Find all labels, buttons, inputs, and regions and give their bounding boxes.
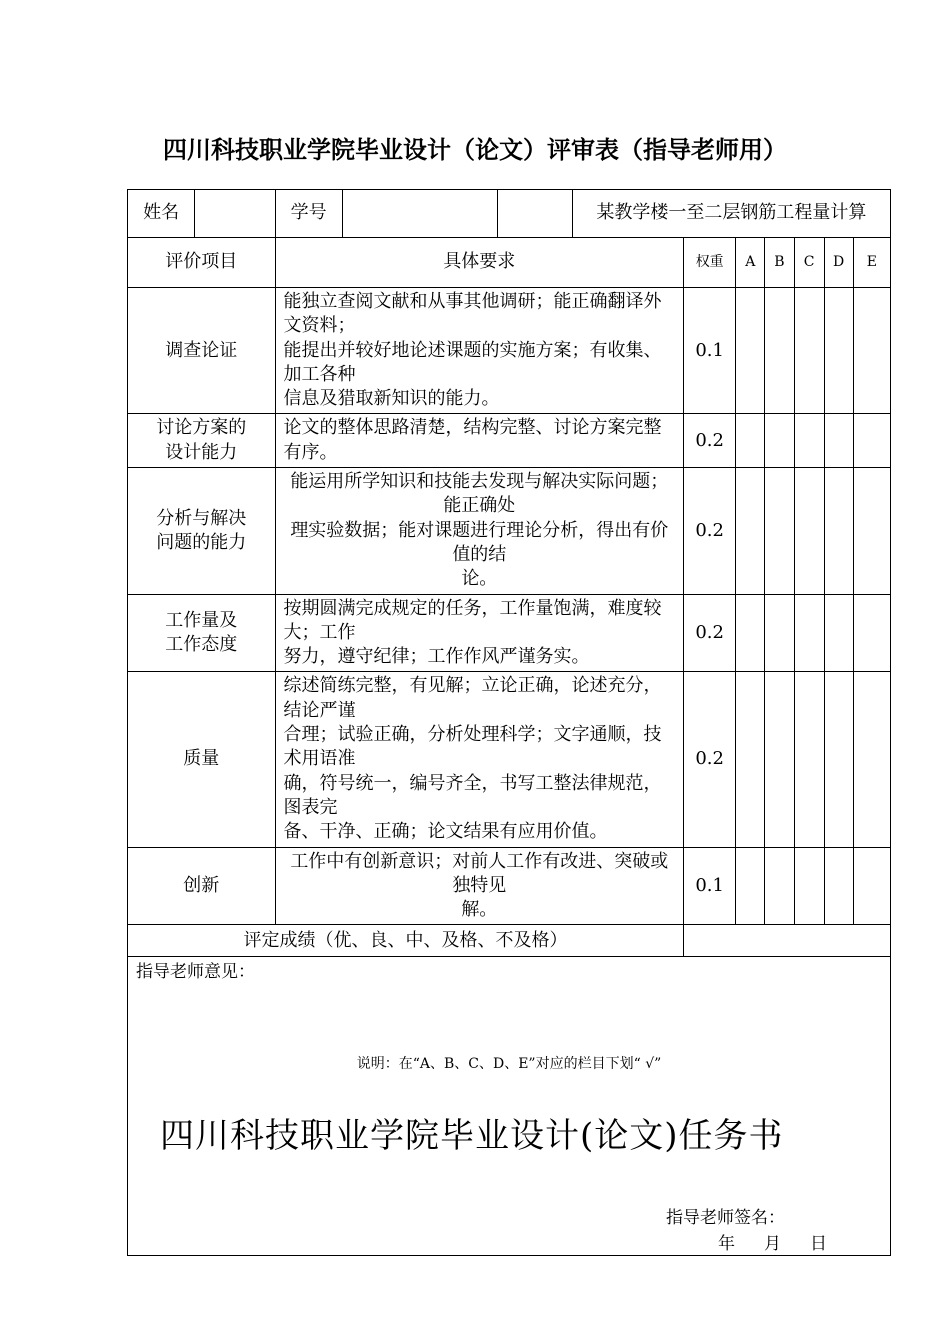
criteria-requirement (275, 288, 684, 414)
requirement-line: 综述简练完整，有见解；立论正确，论述充分，结论严谨 (283, 675, 662, 721)
requirement-line: 信息及猎取新知识的能力。 (283, 388, 500, 410)
grade-cell-b[interactable] (765, 414, 794, 468)
footnote: 说明：在“A、B、C、D、E”对应的栏目下划“ √” (356, 1056, 662, 1072)
criteria-item (128, 468, 276, 594)
criteria-weight: 0.1 (684, 847, 736, 925)
grade-result-field[interactable] (684, 925, 891, 957)
criteria-item-line: 工作态度 (165, 634, 238, 655)
grade-row (128, 925, 891, 957)
criteria-requirement (275, 414, 684, 468)
grade-label: 评定成绩（优、良、中、及格、不及格） (128, 925, 684, 957)
criteria-item-line: 讨论方案的 (156, 417, 247, 439)
criteria-item (128, 594, 276, 672)
header-grade-c: C (794, 238, 824, 288)
criteria-weight: 0.2 (684, 594, 736, 672)
requirement-line: 论。 (461, 568, 498, 590)
grade-cell-e[interactable] (853, 672, 890, 847)
grade-cell-a[interactable] (736, 672, 765, 847)
criteria-requirement (275, 468, 684, 594)
grade-cell-b[interactable] (765, 288, 794, 414)
requirement-line: 合理；试验正确，分析处理科学；文字通顺，技术用语准 (283, 724, 662, 770)
header-grade-e: E (853, 238, 890, 288)
comment-box[interactable] (128, 957, 891, 1256)
header-weight: 权重 (684, 238, 736, 288)
student-id-label: 学号 (275, 190, 342, 238)
criteria-item (128, 847, 276, 925)
header-requirement: 具体要求 (275, 238, 684, 288)
criteria-item-line: 问题的能力 (156, 531, 247, 553)
student-id-field[interactable] (342, 190, 498, 238)
grade-cell-c[interactable] (794, 414, 824, 468)
criteria-row (128, 468, 891, 594)
requirement-line: 努力，遵守纪律；工作作风严谨务实。 (283, 646, 590, 668)
criteria-weight: 0.2 (684, 672, 736, 847)
date-line (718, 1233, 856, 1256)
criteria-item-line: 调查论证 (165, 339, 238, 361)
grade-cell-c[interactable] (794, 672, 824, 847)
criteria-item-line: 工作量及 (165, 609, 238, 631)
requirement-line: 备、干净、正确；论文结果有应用价值。 (283, 821, 608, 843)
month-label: 月 (764, 1234, 781, 1255)
grade-cell-d[interactable] (824, 672, 853, 847)
grade-cell-e[interactable] (853, 594, 890, 672)
name-label: 姓名 (128, 190, 195, 238)
criteria-weight: 0.1 (684, 288, 736, 414)
header-grade-d: D (824, 238, 853, 288)
criteria-requirement (275, 672, 684, 847)
year-label: 年 (718, 1234, 735, 1255)
grade-cell-b[interactable] (765, 672, 794, 847)
criteria-item (128, 288, 276, 414)
header-item: 评价项目 (128, 238, 276, 288)
header-grade-a: A (736, 238, 765, 288)
criteria-item-line: 设计能力 (165, 441, 238, 463)
info-row (128, 190, 891, 238)
requirement-line: 论文的整体思路清楚，结构完整、讨论方案完整有序。 (283, 417, 662, 463)
requirement-line: 解。 (461, 899, 498, 921)
review-table (127, 189, 891, 1256)
criteria-item-line: 分析与解决 (156, 507, 247, 529)
grade-cell-c[interactable] (794, 468, 824, 594)
grade-cell-b[interactable] (765, 847, 794, 925)
criteria-requirement (275, 594, 684, 672)
grade-cell-a[interactable] (736, 288, 765, 414)
grade-cell-a[interactable] (736, 847, 765, 925)
grade-cell-d[interactable] (824, 468, 853, 594)
grade-cell-a[interactable] (736, 594, 765, 672)
criteria-item-line: 创新 (183, 874, 220, 896)
form-title: 四川科技职业学院毕业设计（论文）评审表（指导老师用） (163, 136, 787, 164)
project-title: 某教学楼一至二层钢筋工程量计算 (572, 190, 890, 238)
criteria-item-line: 质量 (183, 748, 220, 770)
criteria-requirement (275, 847, 684, 925)
comment-label: 指导老师意见： (136, 962, 255, 983)
grade-cell-e[interactable] (853, 468, 890, 594)
criteria-weight: 0.2 (684, 414, 736, 468)
requirement-line: 能提出并较好地论述课题的实施方案；有收集、加工各种 (283, 339, 662, 385)
requirement-line: 确，符号统一，编号齐全，书写工整法律规范，图表完 (283, 772, 662, 818)
requirement-line: 工作中有创新意识；对前人工作有改进、突破或独特见 (290, 850, 669, 896)
grade-cell-e[interactable] (853, 414, 890, 468)
requirement-line: 理实验数据；能对课题进行理论分析，得出有价值的结 (290, 519, 669, 565)
grade-cell-a[interactable] (736, 414, 765, 468)
grade-cell-e[interactable] (853, 288, 890, 414)
comment-row (128, 957, 891, 1256)
grade-cell-c[interactable] (794, 847, 824, 925)
grade-cell-c[interactable] (794, 288, 824, 414)
requirement-line: 能运用所学知识和技能去发现与解决实际问题；能正确处 (290, 471, 669, 517)
criteria-row (128, 847, 891, 925)
day-label: 日 (810, 1234, 827, 1255)
grade-cell-d[interactable] (824, 288, 853, 414)
criteria-row (128, 414, 891, 468)
criteria-item (128, 672, 276, 847)
grade-cell-d[interactable] (824, 594, 853, 672)
next-section-title: 四川科技职业学院毕业设计(论文)任务书 (160, 1116, 784, 1156)
criteria-item (128, 414, 276, 468)
header-row (128, 238, 891, 288)
criteria-row (128, 672, 891, 847)
criteria-row (128, 594, 891, 672)
grade-cell-b[interactable] (765, 468, 794, 594)
grade-cell-b[interactable] (765, 594, 794, 672)
grade-cell-d[interactable] (824, 414, 853, 468)
blank-field[interactable] (498, 190, 572, 238)
grade-cell-c[interactable] (794, 594, 824, 672)
criteria-weight: 0.2 (684, 468, 736, 594)
signature-label: 指导老师签名： (666, 1208, 785, 1229)
header-grade-b: B (765, 238, 794, 288)
name-field[interactable] (195, 190, 275, 238)
requirement-line: 按期圆满完成规定的任务，工作量饱满，难度较大；工作 (283, 597, 662, 643)
grade-cell-d[interactable] (824, 847, 853, 925)
grade-cell-a[interactable] (736, 468, 765, 594)
grade-cell-e[interactable] (853, 847, 890, 925)
criteria-row (128, 288, 891, 414)
requirement-line: 能独立查阅文献和从事其他调研；能正确翻译外文资料； (283, 291, 662, 337)
